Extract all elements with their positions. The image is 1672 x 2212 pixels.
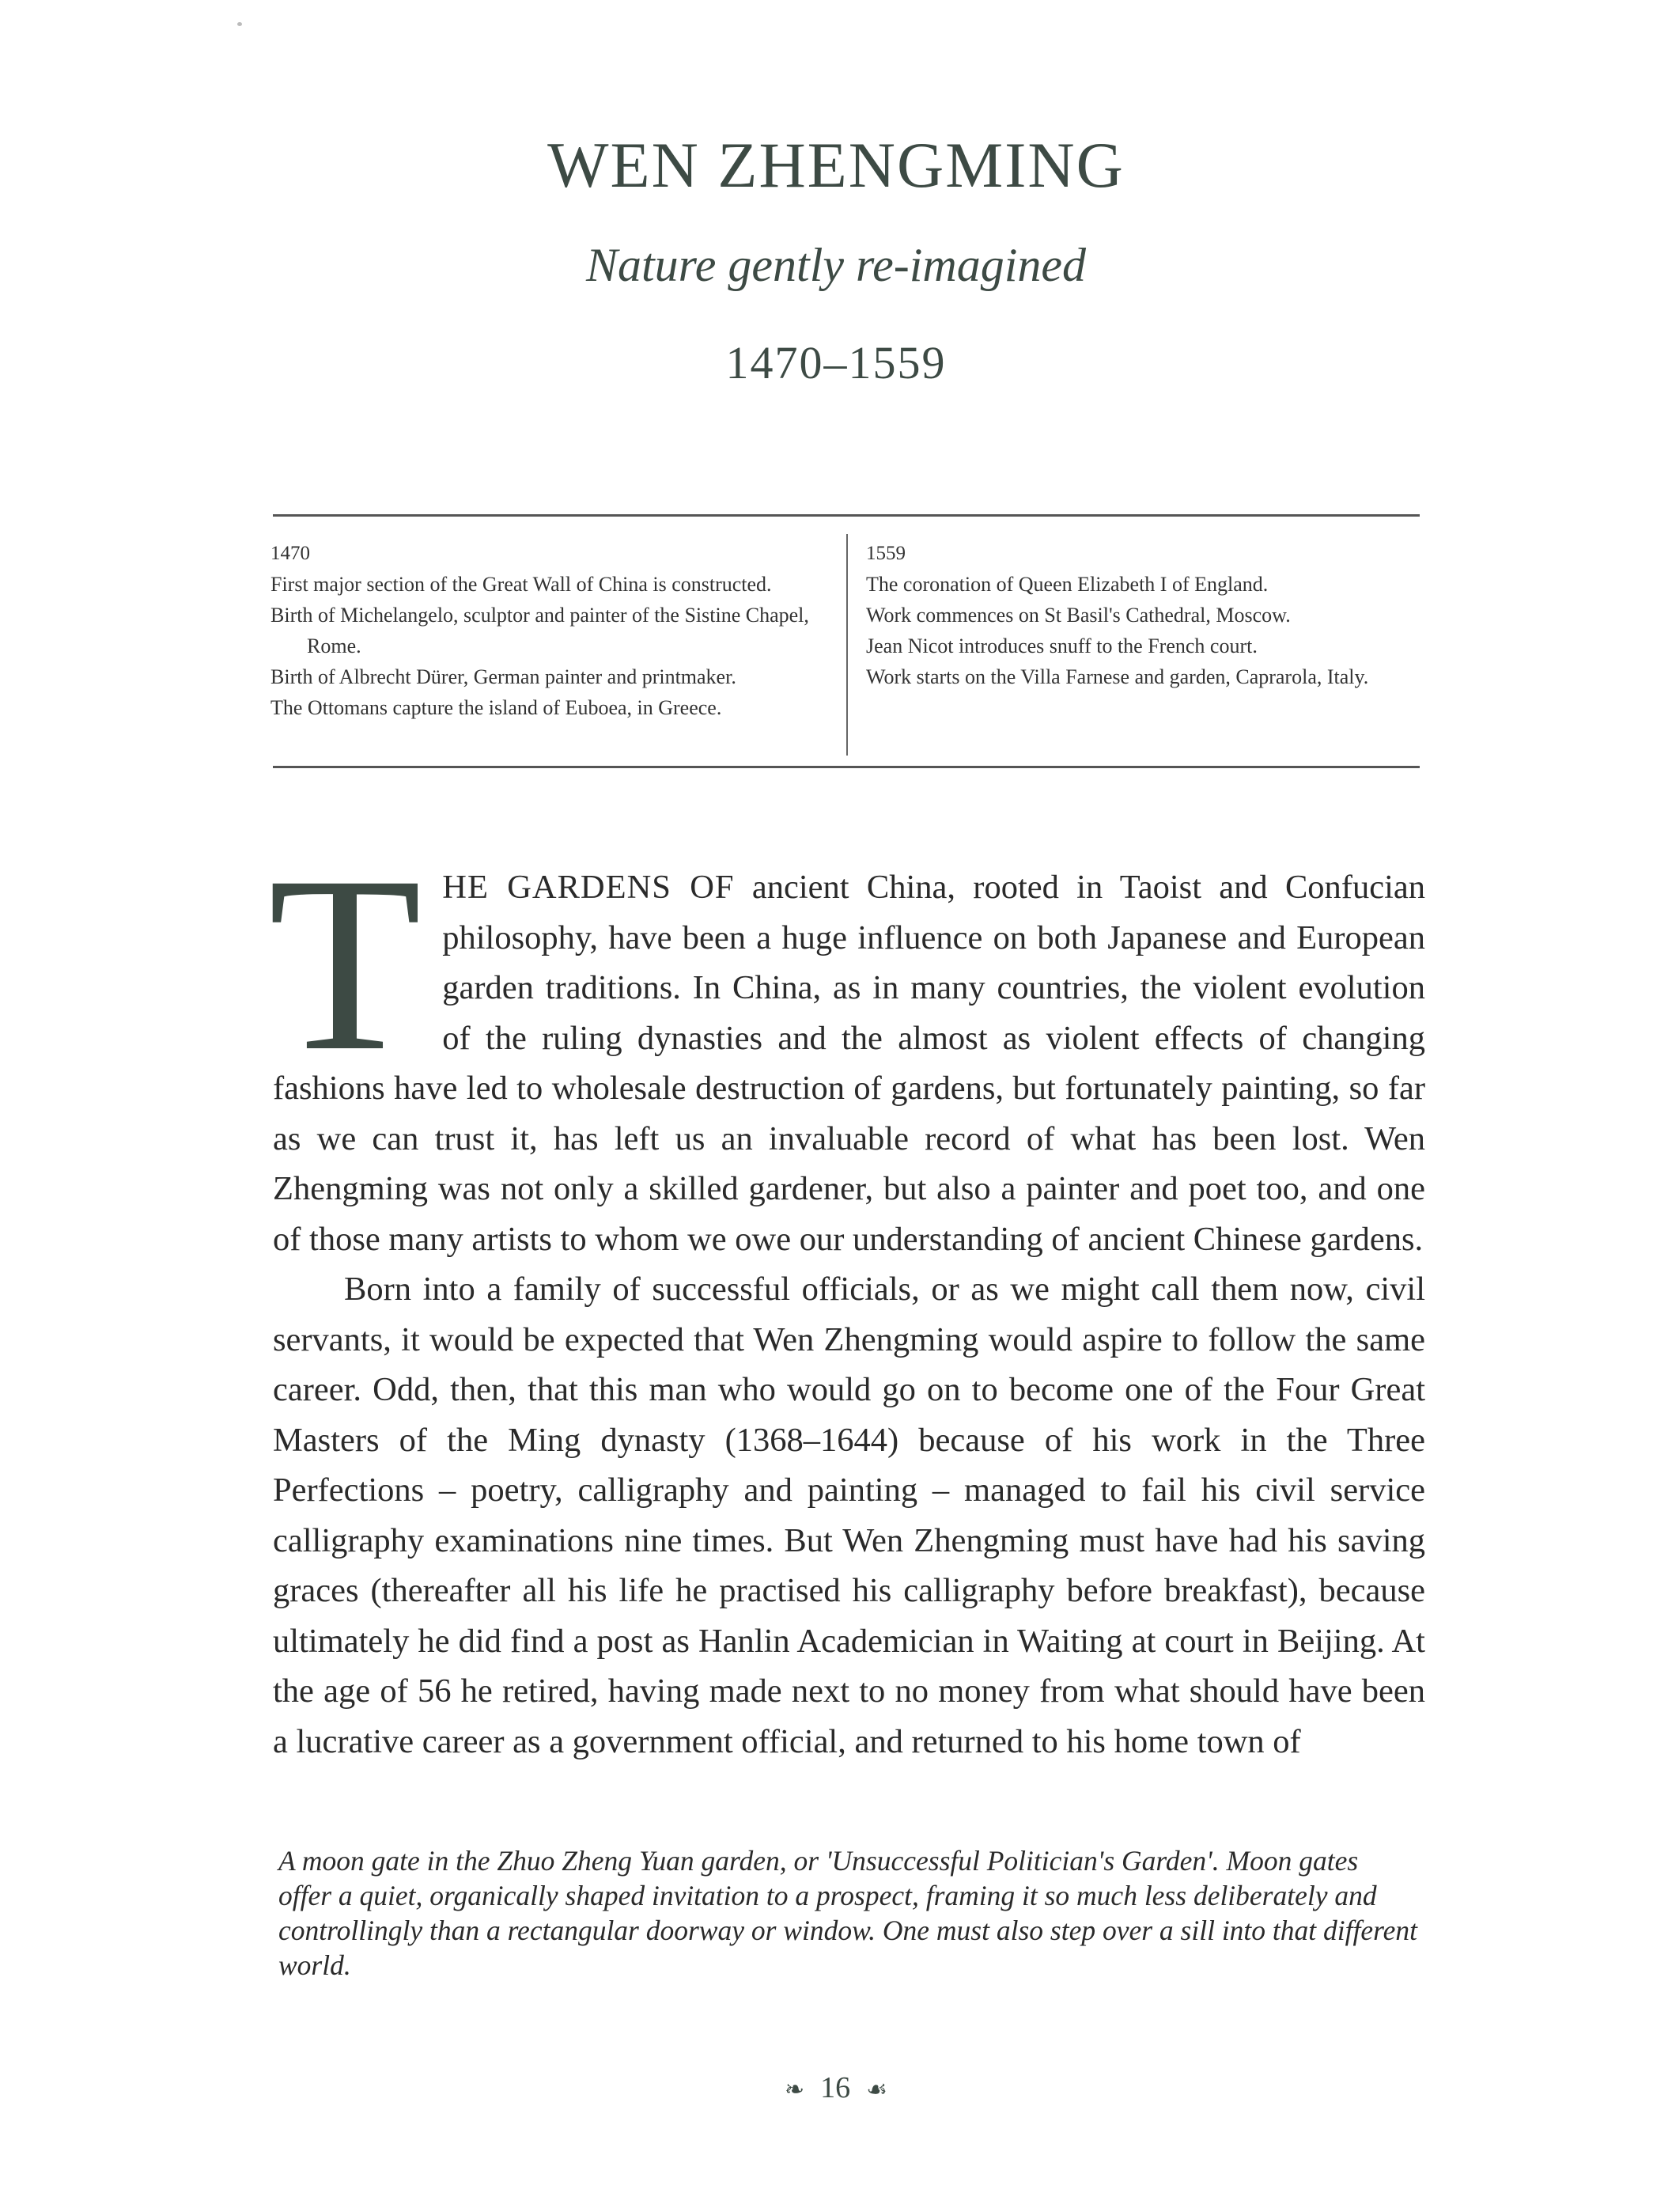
timeline-year: 1559 (866, 543, 906, 564)
body-paragraph: Born into a family of successful officials, or as we might call them now, civil servants, it would be expected that Wen Zhengming would aspire to follow the same career. Odd, then, that this man who would go on to become one of the Four Great Masters of the Ming dynasty (1368–1644) because of his work in the Three Perfections – poetry, calligraphy and painting – managed to fail his civil service calligraphy examinations nine times. But Wen Zhengming must have had his saving graces (thereafter all his life he practised his calligraphy before breakfast), because ultimately he did find a post as Hanlin Academician in Waiting at court in Beijing. At the age of 56 he retired, having made next to no money from what should have been a lucrative career as a government official, and returned to his home town of (273, 1271, 1425, 1760)
body-text (268, 824, 1425, 1767)
timeline-event: The Ottomans capture the island of Euboea, in Greece. (270, 696, 722, 719)
timeline-event: Work starts on the Villa Farnese and garden, Caprarola, Italy. (866, 665, 1369, 688)
lead-in-caps: HE GARDENS OF (442, 869, 735, 906)
body-paragraph (268, 824, 1425, 1264)
timeline-column-divider (846, 534, 848, 756)
timeline-event: Birth of Michelangelo, sculptor and painter of the Sistine Chapel, Rome. (270, 604, 809, 657)
fleuron-right-icon: ☙ (866, 2077, 888, 2104)
chapter-title: WEN ZHENGMING (547, 129, 1125, 201)
timeline-right-column (866, 538, 1420, 692)
chapter-dates: 1470–1559 (725, 337, 947, 388)
timeline-year: 1470 (270, 543, 310, 564)
timeline-event: First major section of the Great Wall of China is constructed. (270, 573, 772, 596)
timeline-event: The coronation of Queen Elizabeth I of England. (866, 573, 1269, 596)
scan-speck (237, 22, 242, 26)
timeline-left-column (270, 538, 832, 723)
fleuron-left-icon: ❧ (784, 2077, 805, 2104)
timeline-top-rule (273, 514, 1420, 517)
timeline-bottom-rule (273, 766, 1420, 768)
image-caption: A moon gate in the Zhuo Zheng Yuan garden, or 'Unsuccessful Politician's Garden'. Moon gates offer a quiet, organically shaped invitation to a prospect, framing it so much less deliberately and controllingly than a rectangular doorway or window. One must also step over a sill into that different world. (278, 1845, 1417, 1981)
timeline-event: Jean Nicot introduces snuff to the French court. (866, 634, 1258, 657)
chapter-subtitle: Nature gently re-imagined (585, 239, 1087, 291)
page-number: 16 (820, 2071, 851, 2104)
timeline-event: Work commences on St Basil's Cathedral, Moscow. (866, 604, 1291, 627)
drop-cap: T (268, 824, 422, 1103)
page-folio (0, 2073, 1672, 2103)
timeline-event: Birth of Albrecht Dürer, German painter and printmaker. (270, 665, 736, 688)
paragraph-text: ancient China, rooted in Taoist and Confucian philosophy, have been a huge influence on both Japanese and European garden traditions. In China, as in many countries, the violent evolution of the ruling dynasties and the almost as violent effects of changing fashions have led to wholesale destruction of gardens, but fortunately painting, so far as we can trust it, has left us an invaluable record of what has been lost. Wen Zhengming was not only a skilled gardener, but also a painter and poet too, and one of those many artists to whom we owe our understanding of ancient Chinese gardens. (273, 869, 1425, 1258)
